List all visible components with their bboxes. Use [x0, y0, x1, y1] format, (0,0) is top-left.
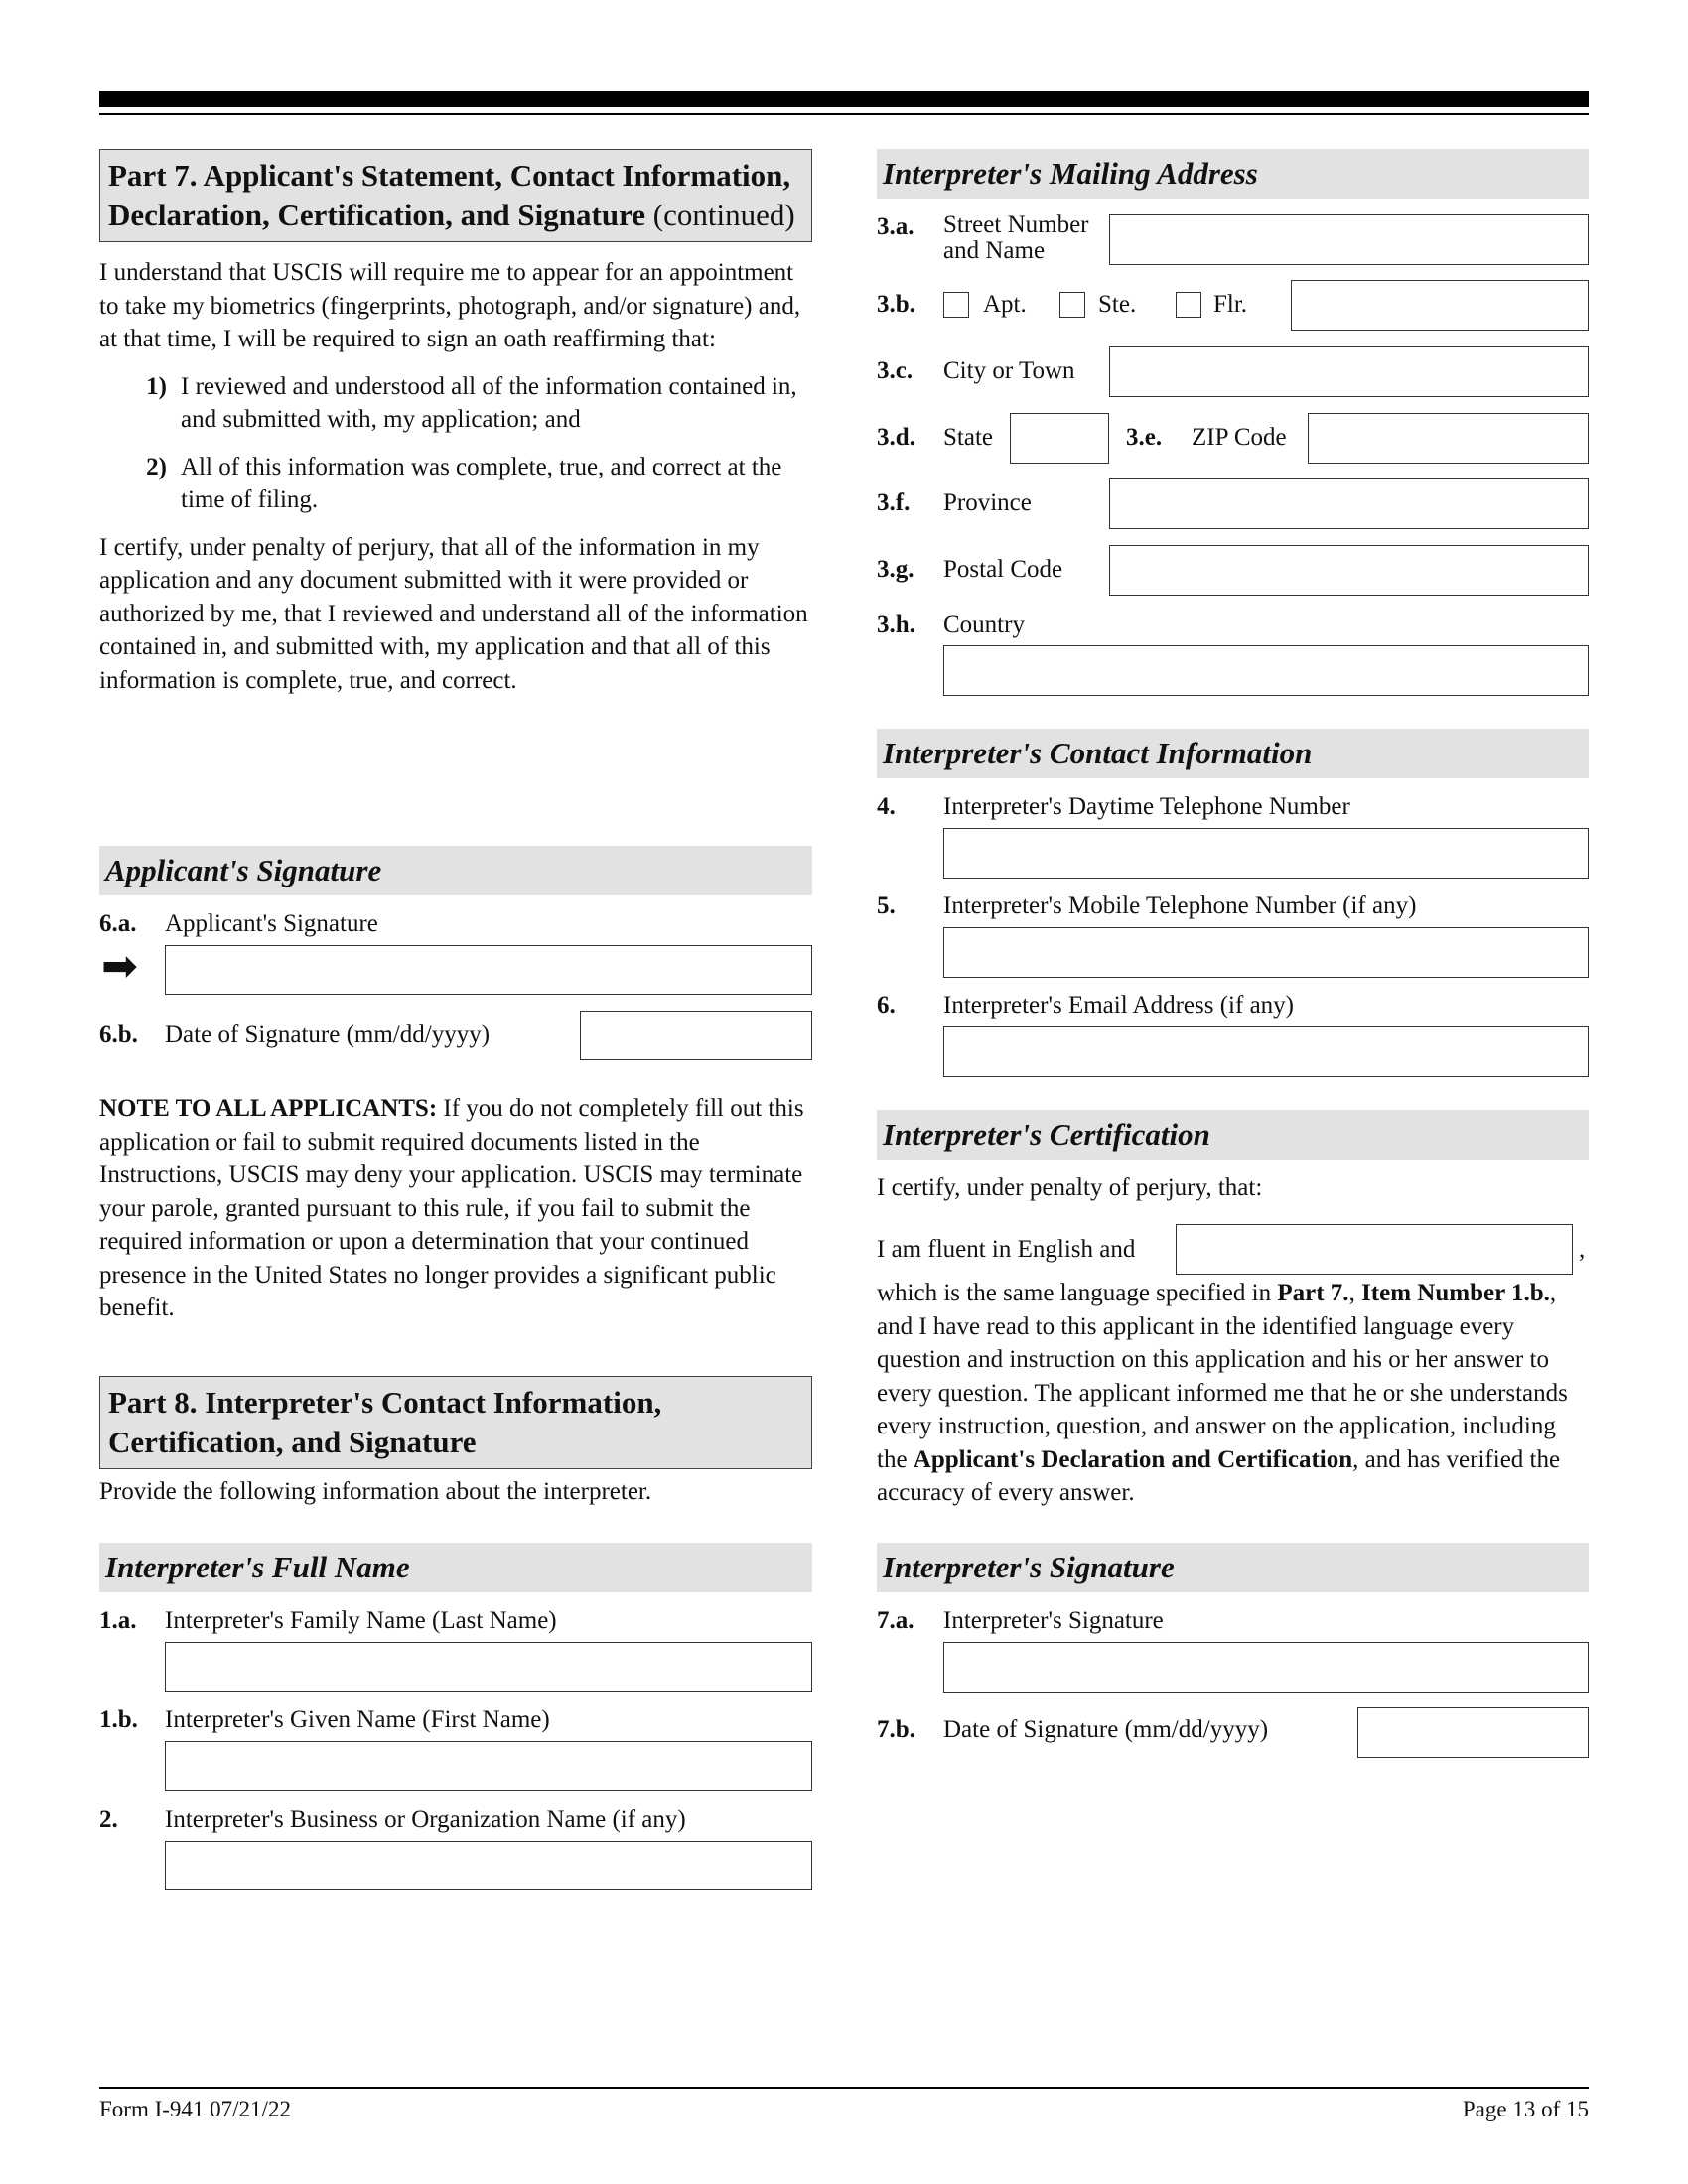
oath-item-text: I reviewed and understood all of the information contained in, and submitted with, my application; and — [181, 372, 797, 433]
mailing-address-header: Interpreter's Mailing Address — [877, 149, 1589, 199]
apt-checkbox[interactable] — [943, 292, 969, 318]
certification-paragraph — [877, 1277, 1589, 1510]
street-label — [943, 212, 1088, 264]
comma: , — [1579, 1236, 1586, 1263]
state-field[interactable] — [1010, 413, 1109, 464]
item-number: 6.b. — [99, 1022, 138, 1048]
part7-title-suffix: (continued) — [645, 198, 795, 232]
daytime-phone-field[interactable] — [943, 828, 1589, 879]
street-label-line1: Street Number — [943, 211, 1089, 238]
part7-title: Part 7. Applicant's Statement, Contact Information, Declaration, Certification, and Signature — [108, 158, 791, 232]
arrow-right-icon: ➡ — [101, 941, 138, 992]
interpreter-signature-label: Interpreter's Signature — [943, 1607, 1164, 1634]
certify-paragraph: I certify, under penalty of perjury, that all of the information in my application and any document submitted with it were provided or authorized by me, that I reviewed and understand all of the information contained in, and submitted with, my application and that all of this information is complete, true, and correct. — [99, 533, 808, 694]
flr-label: Flr. — [1213, 291, 1248, 318]
mobile-phone-label: Interpreter's Mobile Telephone Number (if any) — [943, 892, 1417, 919]
applicant-signature-date-label: Date of Signature (mm/dd/yyyy) — [165, 1022, 491, 1048]
item-number: 6.a. — [99, 910, 137, 937]
cert-text: , — [1348, 1280, 1362, 1306]
ste-label: Ste. — [1098, 291, 1137, 318]
applicant-signature-date-field[interactable] — [580, 1011, 812, 1060]
state-label: State — [943, 424, 993, 451]
ste-checkbox[interactable] — [1059, 292, 1085, 318]
applicant-signature-label: Applicant's Signature — [165, 910, 378, 937]
country-field[interactable] — [943, 645, 1589, 696]
item-number: 1.b. — [99, 1706, 138, 1733]
item-number: 7.b. — [877, 1716, 915, 1743]
city-field[interactable] — [1109, 346, 1589, 397]
flr-checkbox[interactable] — [1176, 292, 1201, 318]
postal-code-field[interactable] — [1109, 545, 1589, 596]
apt-label: Apt. — [983, 291, 1027, 318]
cert-text: , and I have read to this applicant in the identified language every question and instruction on this application and his or her answer to every question. The applicant informed me that he or she understands every instruction, question, and answer on the application, including the — [877, 1280, 1568, 1473]
part8-intro: Provide the following information about the interpreter. — [99, 1478, 652, 1505]
header-rule-thick — [99, 91, 1589, 107]
province-field[interactable] — [1109, 478, 1589, 529]
form-number: Form I-941 07/21/22 — [99, 2097, 291, 2121]
street-label-line2: and Name — [943, 237, 1046, 264]
header-rule-thin — [99, 113, 1589, 115]
item-number: 3.h. — [877, 612, 915, 638]
postal-code-label: Postal Code — [943, 556, 1063, 583]
country-label: Country — [943, 612, 1025, 638]
left-column — [99, 149, 812, 697]
applicant-signature-field[interactable] — [165, 945, 812, 995]
oath-item-number: 1) — [146, 372, 167, 400]
zip-field[interactable] — [1308, 413, 1589, 464]
part8-header: Part 8. Interpreter's Contact Information, Certification, and Signature — [99, 1376, 812, 1469]
applicant-signature-header: Applicant's Signature — [99, 846, 812, 895]
street-field[interactable] — [1109, 214, 1589, 265]
interpreter-signature-date-label: Date of Signature (mm/dd/yyyy) — [943, 1716, 1269, 1743]
cert-bold-item: Item Number 1.b. — [1361, 1280, 1550, 1306]
item-number: 7.a. — [877, 1607, 914, 1634]
item-number: 1.a. — [99, 1607, 137, 1634]
item-number: 2. — [99, 1806, 118, 1833]
cert-text: which is the same language specified in — [877, 1280, 1278, 1306]
family-name-label: Interpreter's Family Name (Last Name) — [165, 1607, 557, 1634]
part7-intro: I understand that USCIS will require me to appear for an appointment to take my biometrics (fingerprints, photograph, and/or signature) and, at that time, I will be required to sign an oath reaffirming that: — [99, 259, 801, 352]
unit-number-field[interactable] — [1291, 280, 1589, 331]
interpreter-certification-header: Interpreter's Certification — [877, 1110, 1589, 1160]
interpreter-signature-field[interactable] — [943, 1642, 1589, 1693]
given-name-field[interactable] — [165, 1741, 812, 1791]
city-label: City or Town — [943, 357, 1075, 384]
item-number: 3.g. — [877, 556, 914, 583]
family-name-field[interactable] — [165, 1642, 812, 1692]
cert-bold-declaration: Applicant's Declaration and Certification — [913, 1445, 1353, 1473]
footer-rule — [99, 2087, 1589, 2089]
interpreter-signature-header: Interpreter's Signature — [877, 1543, 1589, 1592]
mobile-phone-field[interactable] — [943, 927, 1589, 978]
organization-name-field[interactable] — [165, 1841, 812, 1890]
item-number: 3.d. — [877, 424, 915, 451]
daytime-phone-label: Interpreter's Daytime Telephone Number — [943, 793, 1350, 820]
page-number: Page 13 of 15 — [1462, 2097, 1589, 2121]
language-field[interactable] — [1176, 1224, 1573, 1275]
item-number: 5. — [877, 892, 896, 919]
item-number: 3.b. — [877, 291, 915, 318]
item-number: 4. — [877, 793, 896, 820]
interpreter-signature-date-field[interactable] — [1357, 1707, 1589, 1758]
note-lead: NOTE TO ALL APPLICANTS: — [99, 1095, 438, 1122]
part7-header — [99, 149, 812, 242]
oath-item-number: 2) — [146, 453, 167, 480]
oath-item-1 — [99, 370, 812, 437]
note-paragraph — [99, 1092, 812, 1325]
full-name-header: Interpreter's Full Name — [99, 1543, 812, 1592]
item-number: 3.e. — [1126, 424, 1163, 451]
organization-name-label: Interpreter's Business or Organization Name (if any) — [165, 1806, 686, 1833]
fluent-label: I am fluent in English and — [877, 1236, 1136, 1263]
oath-list — [99, 370, 812, 517]
province-label: Province — [943, 489, 1032, 516]
oath-item-2 — [99, 451, 812, 517]
given-name-label: Interpreter's Given Name (First Name) — [165, 1706, 550, 1733]
item-number: 3.f. — [877, 489, 911, 516]
cert-text: , and has verified the accuracy of every answer. — [877, 1445, 1561, 1506]
email-label: Interpreter's Email Address (if any) — [943, 992, 1294, 1019]
cert-bold-part: Part 7. — [1277, 1280, 1349, 1306]
note-text: If you do not completely fill out this application or fail to submit required documents listed in the Instructions, USCIS may deny your application. USCIS may terminate your parole, granted pursuant to this rule, if you fail to submit the required information or upon a determination that your continued presence in the United States no longer provides a significant public benefit. — [99, 1095, 804, 1321]
contact-info-header: Interpreter's Contact Information — [877, 729, 1589, 778]
item-number: 6. — [877, 992, 896, 1019]
item-number: 3.a. — [877, 213, 914, 240]
certify-line: I certify, under penalty of perjury, that: — [877, 1174, 1263, 1201]
email-field[interactable] — [943, 1026, 1589, 1077]
zip-label: ZIP Code — [1192, 424, 1287, 451]
item-number: 3.c. — [877, 357, 914, 384]
oath-item-text: All of this information was complete, true, and correct at the time of filing. — [181, 453, 782, 513]
